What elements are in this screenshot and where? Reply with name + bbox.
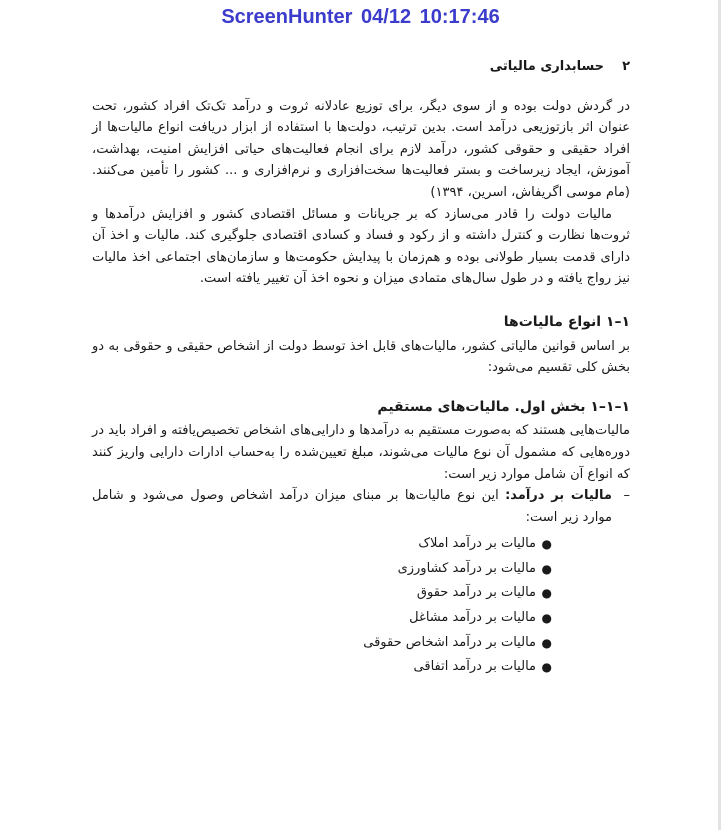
bullet-icon: ●	[541, 635, 552, 650]
dash-marker: –	[623, 488, 630, 504]
list-item	[92, 606, 552, 631]
income-tax-item	[92, 485, 630, 528]
section-heading-types-of-taxes: ۱–۱ انواع مالیات‌ها	[503, 313, 630, 330]
running-head-title: حسابداری مالیاتی	[489, 59, 605, 74]
bullet-text: مالیات بر درآمد اشخاص حقوقی	[363, 634, 536, 650]
income-tax-description: این نوع مالیات‌ها بر مبنای میزان درآمد اشخاص وصول می‌شود و شامل موارد زیر است:	[92, 488, 612, 525]
bullet-icon: ●	[541, 561, 552, 576]
bullet-icon: ●	[541, 660, 552, 675]
list-item	[92, 557, 552, 582]
bullet-icon: ●	[541, 537, 552, 552]
list-item	[92, 532, 552, 557]
screenhunter-watermark: ScreenHunter 04/12 10:17:46	[221, 6, 500, 28]
page-number: ۲	[622, 59, 630, 74]
list-item	[92, 581, 552, 606]
bullet-icon: ●	[541, 611, 552, 626]
bullet-text: مالیات بر درآمد اتفاقی	[413, 659, 536, 675]
bullet-text: مالیات بر درآمد کشاورزی	[397, 560, 536, 576]
subsection-heading-direct-taxes: ۱–۱–۱ بخش اول. مالیات‌های مستقیم	[377, 398, 630, 415]
running-head	[92, 56, 630, 78]
bullet-text: مالیات بر درآمد مشاغل	[409, 610, 536, 626]
section-body-types-of-taxes: بر اساس قوانین مالیاتی کشور، مالیات‌های قابل اخذ توسط دولت از اشخاص حقیقی و حقوقی به دو بخش کلی تقسیم می‌شود:	[92, 338, 630, 376]
subsection-body-direct-taxes: مالیات‌هایی هستند که به‌صورت مستقیم به درآمدها و دارایی‌های اشخاص تخصیص‌یافته و افراد باید در دوره‌هایی که مشمول آن نوع مالیات می‌شوند، مبلغ تعیین‌شده را به‌حساب ادارات دارایی واریز کنند که انواع آن شامل موارد زیر است:	[92, 423, 630, 482]
document-page	[92, 56, 630, 680]
income-tax-bullet-list	[92, 532, 630, 680]
intro-paragraph-2: مالیات دولت را قادر می‌سازد که بر جریانات و مسائل اقتصادی کشور و افزایش درآمدها و ثروت‌ها نظارت و کنترل داشته و از رکود و فساد و کسادی اقتصادی جلوگیری کند. مالیات و اخذ آن دارای قدمت بسیار طولانی بوده و هم‌زمان با پیدایش حکومت‌ها و سازمان‌های اجتماعی اخذ مالیات نیز رواج یافته و در طول سال‌های متمادی میزان و نحوه اخذ آن تغییر یافته است.	[92, 206, 630, 287]
list-item	[92, 631, 552, 656]
bullet-text: مالیات بر درآمد حقوق	[416, 585, 536, 601]
bullet-icon: ●	[541, 586, 552, 601]
bullet-text: مالیات بر درآمد املاک	[418, 536, 536, 552]
list-item	[92, 655, 552, 680]
intro-paragraph-1: در گردش دولت بوده و از سوی دیگر، برای توزیع عادلانه ثروت و درآمد تک‌تک افراد کشور، تحت عنوان اثر بازتوزیعی درآمد است. بدین ترتیب، دولت‌ها با استفاده از ابزار دریافت انواع مالیات‌ها از افراد حقیقی و حقوقی کشور، درآمد لازم برای انجام فعالیت‌های حیاتی افزایش امنیت، بهداشت، آموزش، ایجاد زیرساخت و بستر فعالیت‌ها سخت‌افزاری و نرم‌افزاری و ... کشور را تأمین می‌کنند. (مام موسی اگریفاش، اسرین، ۱۳۹۴)	[92, 98, 630, 200]
income-tax-term: مالیات بر درآمد:	[505, 488, 612, 504]
